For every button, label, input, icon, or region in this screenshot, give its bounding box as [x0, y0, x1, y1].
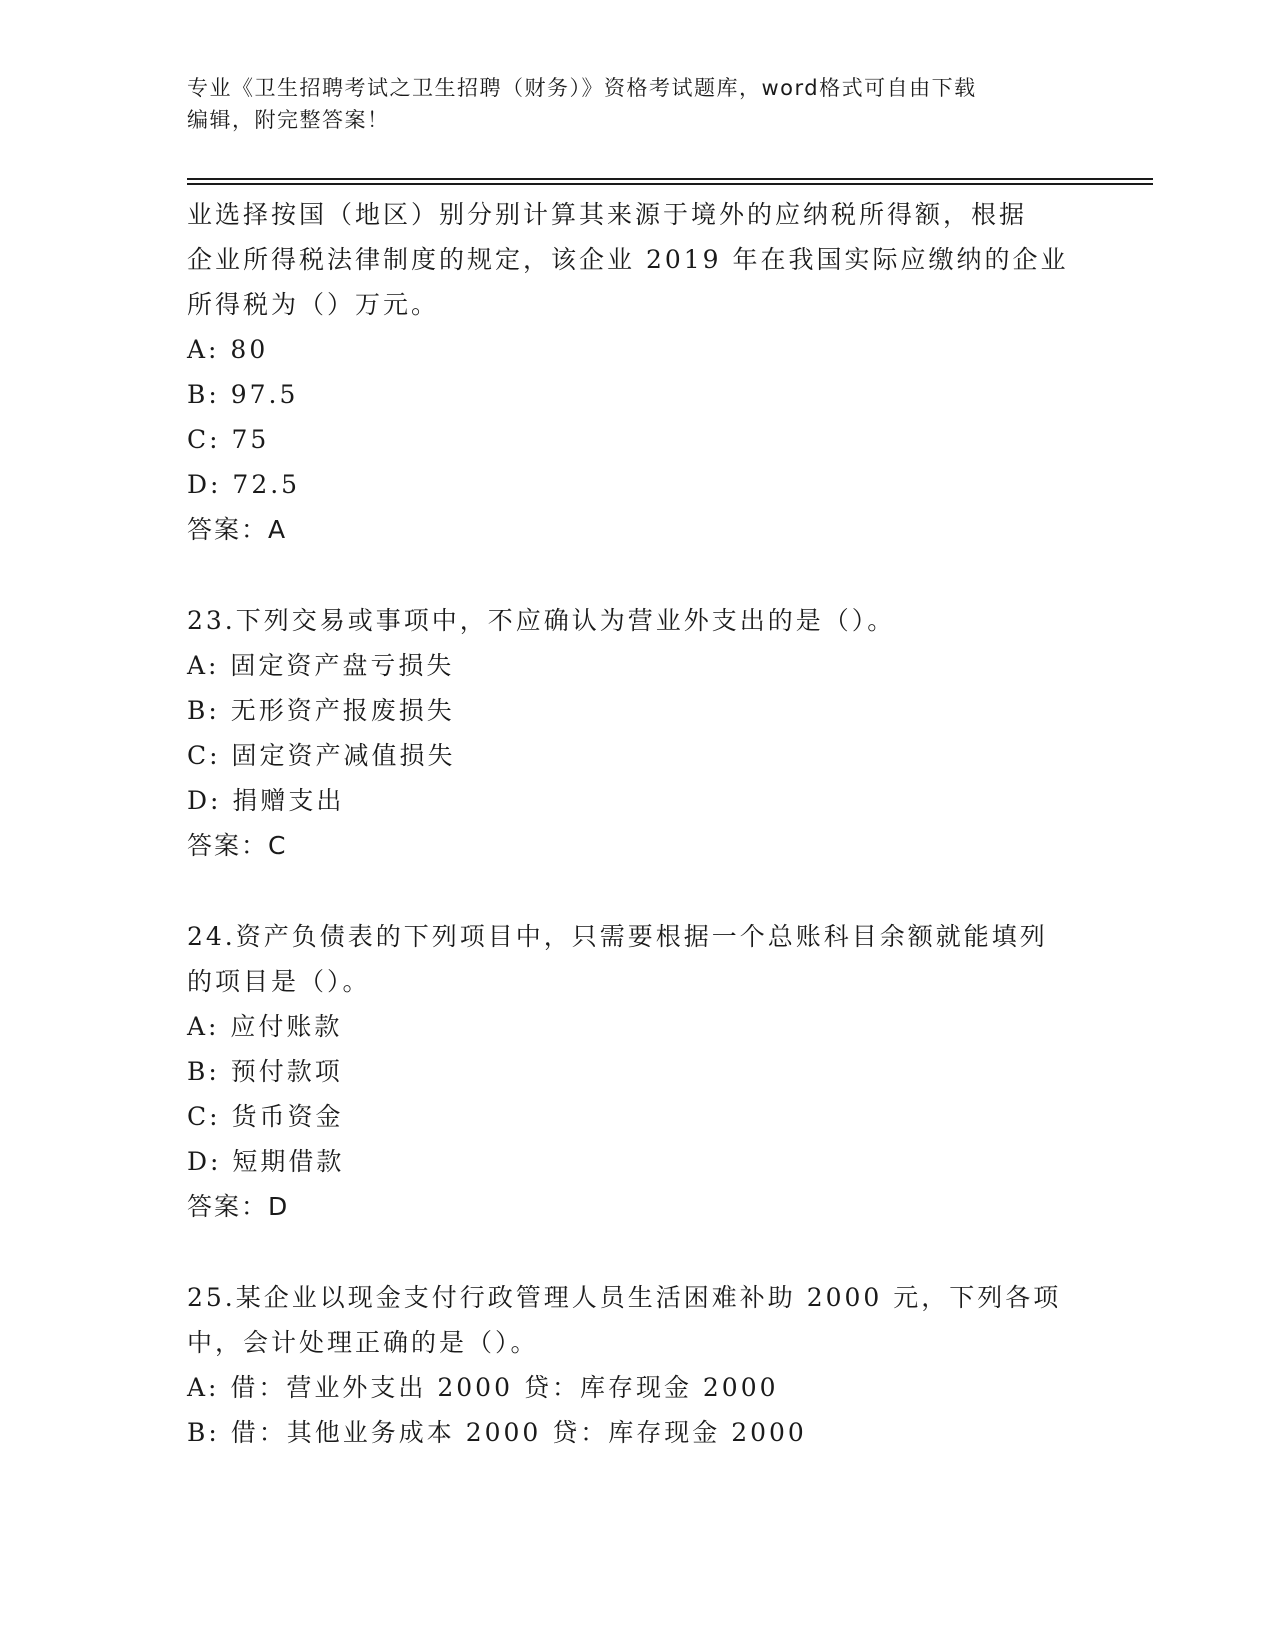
header-divider-bottom	[187, 183, 1153, 185]
question-text-line: 所得税为（）万元。	[187, 290, 440, 319]
option-a: A: 借：营业外支出 2000 贷：库存现金 2000	[187, 1373, 779, 1402]
question-text-line: 的项目是（）。	[187, 967, 371, 996]
question-text-line: 23.下列交易或事项中，不应确认为营业外支出的是（）。	[187, 606, 896, 635]
question-text-line: 中，会计处理正确的是（）。	[187, 1328, 539, 1357]
option-b: B: 97.5	[187, 380, 299, 409]
question-text-line: 24.资产负债表的下列项目中，只需要根据一个总账科目余额就能填列	[187, 922, 1048, 951]
option-a: A: 应付账款	[187, 1012, 343, 1041]
option-c: C: 固定资产减值损失	[187, 741, 456, 770]
question-25	[187, 1275, 1087, 1455]
option-c: C: 货币资金	[187, 1102, 344, 1131]
question-list	[187, 192, 1087, 1455]
document-header	[187, 72, 1067, 136]
question-text-line: 企业所得税法律制度的规定，该企业 2019 年在我国实际应缴纳的企业	[187, 245, 1069, 274]
option-b: B: 预付款项	[187, 1057, 343, 1086]
option-b: B: 无形资产报废损失	[187, 696, 455, 725]
option-b: B: 借：其他业务成本 2000 贷：库存现金 2000	[187, 1418, 807, 1447]
option-d: D: 捐赠支出	[187, 786, 345, 815]
header-divider-top	[187, 178, 1153, 180]
question-text-line: 25.某企业以现金支付行政管理人员生活困难补助 2000 元，下列各项	[187, 1283, 1062, 1312]
option-c: C: 75	[187, 425, 270, 454]
option-d: D: 72.5	[187, 470, 301, 499]
question-24	[187, 914, 1087, 1229]
question-text-line: 业选择按国（地区）别分别计算其来源于境外的应纳税所得额，根据	[187, 200, 1028, 229]
answer-label: 答案：D	[187, 1192, 290, 1221]
option-d: D: 短期借款	[187, 1147, 345, 1176]
answer-label: 答案：A	[187, 515, 288, 544]
answer-label: 答案：C	[187, 831, 288, 860]
header-line-1: 专业《卫生招聘考试之卫生招聘（财务）》资格考试题库，word格式可自由下载	[187, 76, 977, 100]
question-22-continued	[187, 192, 1087, 552]
header-line-2: 编辑，附完整答案！	[187, 108, 390, 132]
option-a: A: 固定资产盘亏损失	[187, 651, 455, 680]
question-23	[187, 598, 1087, 868]
option-a: A: 80	[187, 335, 269, 364]
